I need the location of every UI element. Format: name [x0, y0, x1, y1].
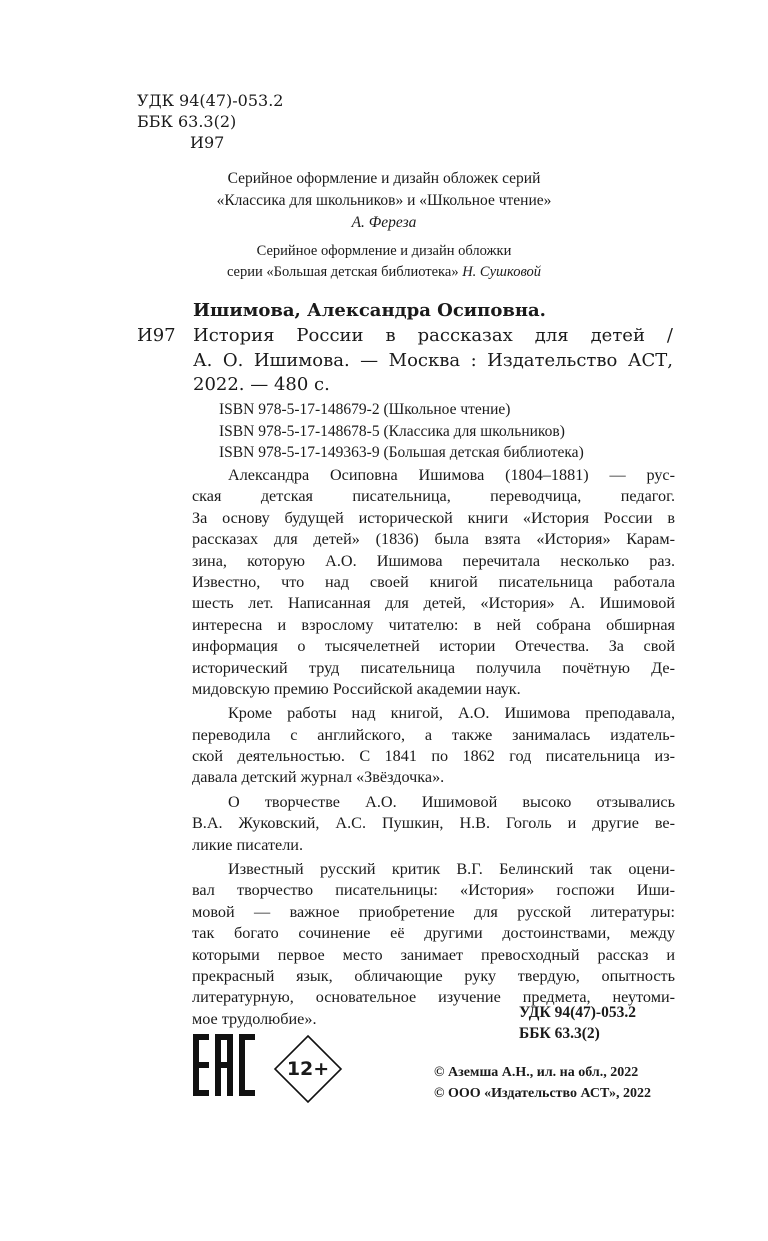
- annotation-line: мовой — важное приобретение для русской литературы:: [192, 902, 675, 921]
- cover-design-series: серии «Большая детская библиотека»: [226, 264, 459, 280]
- series-design-line: Серийное оформление и дизайн обложек серий: [227, 170, 541, 187]
- classification-block: [137, 90, 283, 153]
- footer-classification: [519, 1002, 636, 1044]
- series-design-line: «Классика для школьников» и «Школьное чтение»: [216, 192, 552, 209]
- annotation-line: вал творчество писательницы: «История» госпожи Иши-: [192, 881, 675, 900]
- copyright-block: [434, 1062, 651, 1104]
- annotation-line: рассказах для детей» (1836) была взята «История» Карам-: [192, 530, 675, 549]
- isbn-line: ISBN 978-5-17-148679-2 (Школьное чтение): [219, 401, 511, 418]
- author-heading: Ишимова, Александра Осиповна.: [193, 300, 546, 321]
- annotation-line: Известный русский критик В.Г. Белинский так оцени-: [228, 860, 675, 879]
- bib-line: История России в рассказах для детей /: [193, 325, 673, 346]
- annotation-line: Александра Осиповна Ишимова (1804–1881) — рус-: [228, 466, 675, 484]
- annotation-line: За основу будущей исторической книги «История России в: [192, 508, 675, 527]
- bib-line: А. О. Ишимова. — Москва : Издательство АСТ,: [193, 349, 673, 371]
- annotation-line: мидовскую премию Российской академии наук.: [192, 679, 521, 698]
- age-rating-label: 12+: [286, 1058, 330, 1080]
- annotation-line: ской деятельностью. С 1841 по 1862 год писательница из-: [192, 747, 675, 766]
- isbn-list: [219, 399, 584, 464]
- annotation-line: давала детский журнал «Звёздочка».: [192, 768, 445, 787]
- annotation-line: литературную, основательное изучение предмета, неутоми-: [192, 988, 675, 1007]
- udk-code: УДК 94(47)-053.2: [137, 91, 284, 110]
- series-design-credit: [0, 168, 768, 234]
- bibliographic-description: [193, 324, 673, 398]
- cover-designer: Н. Сушковой: [462, 264, 542, 280]
- annotation-line: зина, которую А.О. Ишимова перечитала несколько раз.: [192, 551, 675, 570]
- annotation-line: прекрасный язык, обличающие руку твердую, опытность: [192, 966, 675, 985]
- footer-udk: УДК 94(47)-053.2: [519, 1004, 636, 1021]
- annotation-line: О творчестве А.О. Ишимовой высоко отзывались: [228, 792, 675, 811]
- annotation-line: информация о тысячелетней истории Отечества. За свой: [192, 637, 675, 656]
- cover-design-line: Серийное оформление и дизайн обложки: [256, 243, 512, 259]
- isbn-line: ISBN 978-5-17-148678-5 (Классика для школьников): [219, 422, 565, 440]
- footer-bbk: ББК 63.3(2): [519, 1025, 600, 1042]
- author-code: И97: [190, 133, 225, 152]
- bib-line: 2022. — 480 с.: [193, 374, 330, 395]
- annotation-line: исторический труд писательница получила почётную Де-: [192, 658, 675, 677]
- annotation-line: В.А. Жуковский, А.С. Пушкин, Н.В. Гоголь и другие ве-: [192, 814, 675, 833]
- bbk-code: ББК 63.3(2): [137, 112, 237, 131]
- series-designer: А. Фереза: [351, 214, 417, 231]
- cover-design-credit: [0, 241, 768, 283]
- annotation-line: Известно, что над своей книгой писательница работала: [192, 572, 675, 591]
- annotation-line: ликие писатели.: [192, 835, 304, 854]
- age-rating-badge: [273, 1034, 343, 1104]
- annotation-line: шесть лет. Написанная для детей, «История» А. Ишимовой: [192, 594, 675, 613]
- annotation-line: так богато сочинение её другими достоинствами, между: [192, 924, 675, 943]
- annotation-line: переводила с английского, а также занималась издатель-: [192, 725, 675, 744]
- annotation-line: мое трудолюбие».: [192, 1009, 317, 1028]
- annotation-line: которыми первое место занимает превосходный рассказ и: [192, 945, 675, 964]
- copyright-line: © Аземша А.Н., ил. на обл., 2022: [434, 1065, 639, 1080]
- annotation-line: Кроме работы над книгой, А.О. Ишимова преподавала,: [228, 704, 675, 723]
- annotation-line: интересна и взрослому читателю: в ней собрана обширная: [192, 615, 675, 634]
- eac-mark-icon: [193, 1034, 255, 1096]
- isbn-line: ISBN 978-5-17-149363-9 (Большая детская библиотека): [219, 444, 584, 461]
- bib-author-code: И97: [137, 325, 176, 346]
- annotation: [192, 465, 675, 1030]
- annotation-line: ская детская писательница, переводчица, педагог.: [192, 487, 675, 506]
- copyright-line: © ООО «Издательство АСТ», 2022: [434, 1086, 652, 1101]
